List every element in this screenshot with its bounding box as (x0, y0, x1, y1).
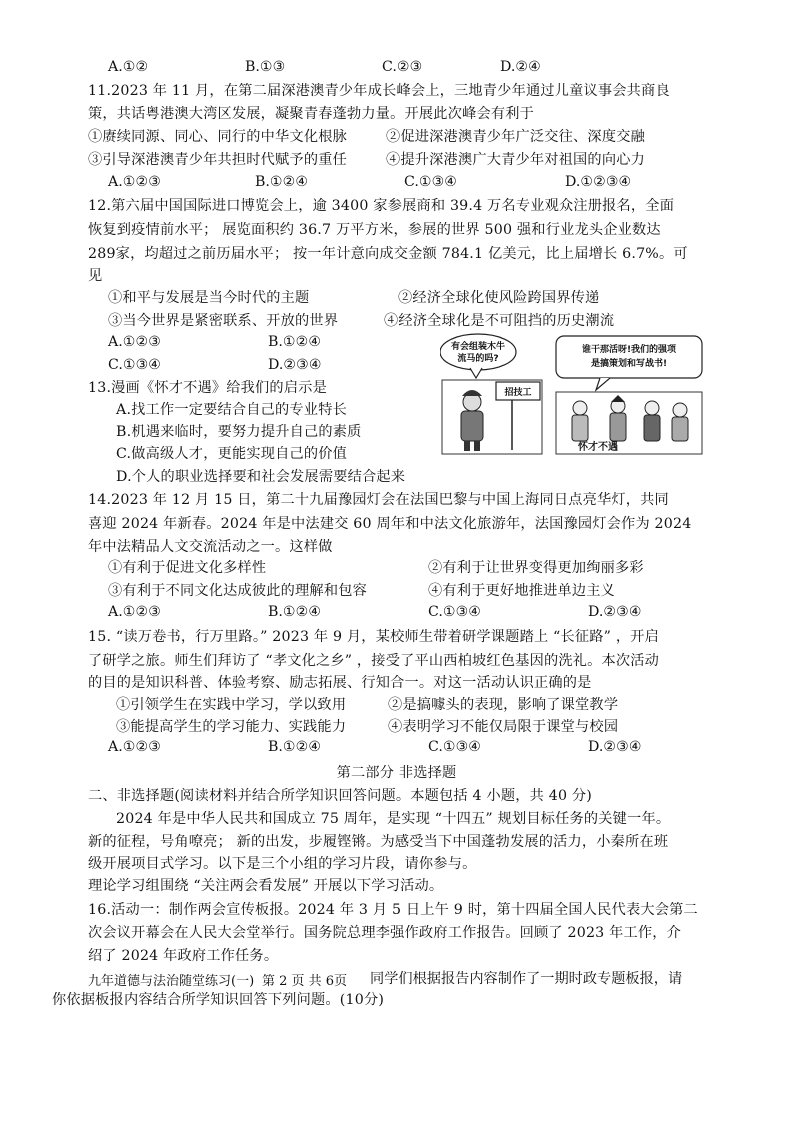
footer-subject: 九年道德与法治随堂练习(一) (88, 974, 255, 989)
q13-stem: 13.漫画《怀才不遇》给我们的启示是 (88, 380, 327, 396)
bubble-left-line1: 有会组装木牛 (450, 342, 506, 352)
q11-option-c: C.①③④ (404, 174, 458, 190)
q15-statement-4: ④表明学习不能仅局限于课堂与校园 (388, 719, 619, 735)
section2-intro-line4: 理论学习组围绕 “关注两会看发展” 开展以下学习活动。 (88, 878, 444, 894)
q14-option-a: A.①②③ (108, 604, 161, 620)
q15-statement-2: ②是搞噱头的表现，影响了课堂教学 (388, 697, 619, 713)
q12-option-a: A.①②③ (108, 334, 161, 350)
q14-statement-1: ①有利于促进文化多样性 (108, 560, 267, 576)
q13-option-a: A.找工作一定要结合自己的专业特长 (116, 402, 347, 418)
q11-option-a: A.①②③ (108, 174, 161, 190)
q14-option-c: C.①③④ (428, 604, 482, 620)
section2-heading: 二、非选择题(阅读材料并结合所学知识回答问题。本题包括 4 小题，共 40 分) (88, 788, 593, 804)
footer-page-number: 第 2 页 共 6页 (262, 974, 348, 989)
q13-option-b: B.机遇来临时，要努力提升自己的素质 (116, 424, 362, 440)
q12-option-c: C.①③④ (108, 357, 162, 373)
q10-option-b: B.①③ (245, 59, 286, 75)
q15-stem-line2: 了研学之旅。师生们拜访了 “孝文化之乡” ，接受了平山西柏坡红色基因的洗礼。本次活动 (88, 653, 660, 669)
q16-stem-line1: 16.活动一：制作两会宣传板报。2024 年 3 月 5 日上午 9 时，第十四届全国人民代表大会第二 (88, 902, 698, 918)
q11-statement-3: ③引导深港澳青少年共担时代赋予的重任 (88, 152, 347, 168)
q11-statement-4: ④提升深港澳广大青少年对祖国的向心力 (386, 152, 645, 168)
q12-option-b: B.①②④ (268, 334, 322, 350)
q11-stem-line2: 策，共话粤港澳大湾区发展，凝聚青春蓬勃力量。开展此次峰会有利于 (88, 106, 535, 122)
q13-option-d: D.个人的职业选择要和社会发展需要结合起来 (116, 469, 406, 485)
recruit-sign-text: 招技工 (504, 388, 532, 398)
q16-stem-line4: 同学们根据报告内容制作了一期时政专题板报，请 (370, 971, 683, 987)
part2-title: 第二部分 非选择题 (336, 765, 457, 781)
q15-statement-1: ①引领学生在实践中学习，学以致用 (116, 697, 347, 713)
q16-stem-line2: 次会议开幕会在人民大会堂举行。国务院总理李强作政府工作报告。回顾了 2023 年工作，介 (88, 925, 682, 941)
q11-stem-line1: 11.2023 年 11 月，在第二届深港澳青少年成长峰会上，三地青少年通过儿童议事会共商良 (88, 83, 670, 99)
bubble-right-line1: 谁干那活呀!我们的强项 (581, 345, 677, 355)
q15-option-b: B.①②④ (268, 739, 322, 755)
q14-option-d: D.②③④ (588, 604, 642, 620)
q14-stem-line2: 喜迎 2024 年新春。2024 年是中法建交 60 周年和中法文化旅游年，法国豫园灯会作为 2024 (88, 516, 692, 532)
q11-option-b: B.①②④ (255, 174, 309, 190)
q14-statement-4: ④有利于更好地推进单边主义 (428, 583, 616, 599)
q14-stem-line1: 14.2023 年 12 月 15 日，第二十九届豫园灯会在法国巴黎与中国上海同日点亮华灯，共同 (88, 492, 669, 508)
q11-statement-1: ①赓续同源、同心、同行的中华文化根脉 (88, 129, 347, 145)
q12-stem-line3: 289家，均超过之前历届水平； 按一年计意向成交金额 784.1 亿美元，比上届增长 6.7%。可 (88, 246, 688, 262)
q14-stem-line3: 年中法精品人文交流活动之一。这样做 (88, 539, 333, 555)
q12-statement-2: ②经济全球化使风险跨国界传递 (398, 290, 600, 306)
q15-option-a: A.①②③ (108, 739, 161, 755)
q12-stem-line2: 恢复到疫情前水平； 展览面积约 36.7 万平方米，参展的世界 500 强和行业龙头企业数达 (88, 222, 661, 238)
cartoon-caption: 怀才不遇 (578, 442, 618, 453)
q14-statement-3: ③有利于不同文化达成彼此的理解和包容 (108, 583, 367, 599)
q11-statement-2: ②促进深港澳青少年广泛交往、深度交融 (386, 129, 645, 145)
q14-statement-2: ②有利于让世界变得更加绚丽多彩 (428, 560, 644, 576)
q10-option-a: A.①② (108, 59, 149, 75)
q15-option-c: C.①③④ (428, 739, 482, 755)
q13-option-c: C.做高级人才，更能实现自己的价值 (116, 446, 348, 462)
q12-stem-line4: 见 (88, 268, 103, 284)
q12-stem-line1: 12.第六届中国国际进口博览会上，逾 3400 家参展商和 39.4 万名专业观众注册报名，全面 (88, 198, 675, 214)
q15-statement-3: ③能提高学生的学习能力、实践能力 (116, 719, 347, 735)
section2-intro-line3: 级开展项目式学习。以下是三个小组的学习片段，请你参与。 (88, 856, 477, 872)
q15-stem-line1: 15. “读万卷书，行万里路。” 2023 年 9 月，某校师生带着研学课题踏上 “长征路” ，开启 (88, 629, 659, 645)
cartoon-huaicaibuyu (440, 332, 705, 457)
section2-intro-line1: 2024 年是中华人民共和国成立 75 周年，是实现 “十四五” 规划目标任务的关键一年。 (116, 811, 671, 827)
q15-stem-line3: 的目的是知识科普、体验考察、励志拓展、行知合一。对这一活动认识正确的是 (88, 675, 592, 691)
bubble-right-line2: 是搞策划和写战书! (590, 359, 668, 369)
q12-statement-3: ③当今世界是紧密联系、开放的世界 (108, 313, 339, 329)
q11-option-d: D.①②③④ (565, 174, 632, 190)
q10-option-c: C.②③ (382, 59, 423, 75)
q10-option-d: D.②④ (500, 59, 541, 75)
q16-stem-line5: 你依据板报内容结合所学知识回答下列问题。(10分) (52, 992, 385, 1008)
q16-stem-line3: 绍了 2024 年政府工作任务。 (88, 948, 279, 964)
q12-option-d: D.②③④ (268, 357, 322, 373)
cartoon-illustration (440, 332, 705, 457)
section2-intro-line2: 新的征程，号角嘹亮； 新的出发，步履铿锵。为感受当下中国蓬勃发展的活力，小秦所在班 (88, 834, 669, 850)
speech-bubble-left (440, 334, 516, 370)
q12-statement-4: ④经济全球化是不可阻挡的历史潮流 (384, 313, 615, 329)
q12-statement-1: ①和平与发展是当今时代的主题 (108, 290, 310, 306)
speech-bubble-right (556, 336, 702, 378)
q14-option-b: B.①②④ (268, 604, 322, 620)
bubble-left-line2: 流马的吗? (457, 354, 499, 364)
q15-option-d: D.②③④ (588, 739, 642, 755)
